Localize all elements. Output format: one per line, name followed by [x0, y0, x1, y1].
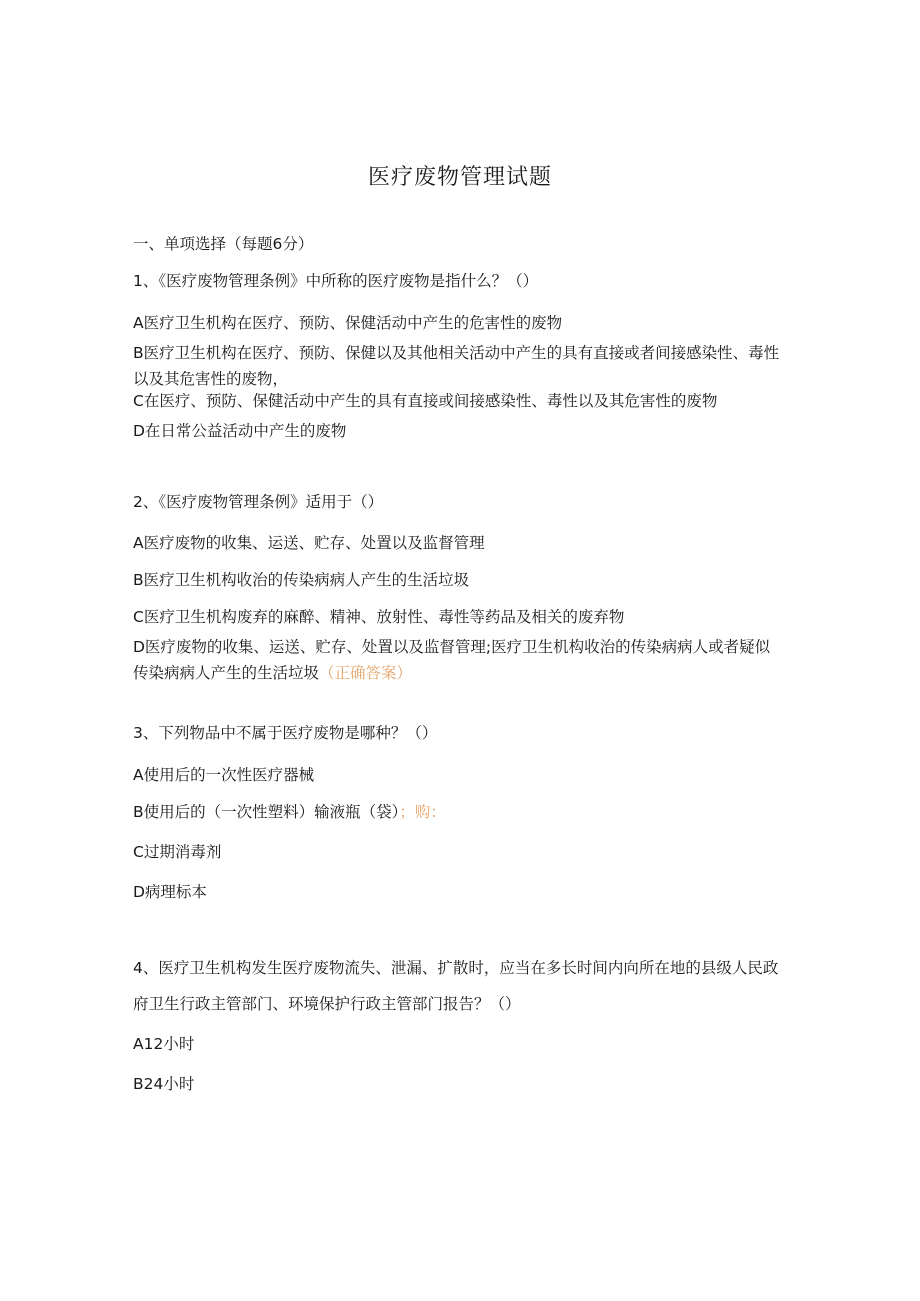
question-4-option-a: A12小时: [133, 1035, 195, 1053]
question-4-stem: 4、医疗卫生机构发生医疗废物流失、泄漏、扩散时，应当在多长时间内向所在地的县级人民政府卫生行政主管部门、环境保护行政主管部门报告？（）: [133, 959, 779, 1013]
question-3-stem: 3、下列物品中不属于医疗废物是哪种？（）: [133, 724, 438, 742]
question-2-stem: 2、《医疗废物管理条例》适用于（）: [133, 493, 384, 511]
question-3-option-d: D病理标本: [133, 883, 207, 901]
question-4-option-b: B24小时: [133, 1075, 195, 1093]
question-3-option-b-text: B使用后的（一次性塑料）输液瓶（袋）: [133, 803, 400, 821]
question-1-option-a: A医疗卫生机构在医疗、预防、保健活动中产生的危害性的废物: [133, 314, 563, 332]
option-b-margin-note: ；购：: [399, 803, 446, 821]
page-title: 医疗废物管理试题: [367, 165, 552, 190]
correct-answer-note: （正确答案）: [319, 664, 413, 682]
question-2-option-d: [133, 634, 783, 686]
question-1-option-b: B医疗卫生机构在医疗、预防、保健以及其他相关活动中产生的具有直接或者间接感染性、毒性以及其危害性的废物，: [133, 344, 780, 388]
question-1-option-c: C在医疗、预防、保健活动中产生的具有直接或间接感染性、毒性以及其危害性的废物: [133, 392, 718, 410]
question-1-stem: 1、《医疗废物管理条例》中所称的医疗废物是指什么？（）: [133, 272, 539, 290]
question-3-option-a: A使用后的一次性医疗器械: [133, 766, 315, 784]
question-2-option-b: B医疗卫生机构收治的传染病病人产生的生活垃圾: [133, 571, 470, 589]
section-heading: 一、单项选择（每题6分）: [133, 235, 314, 253]
question-2-option-d-text: D医疗废物的收集、运送、贮存、处置以及监督管理;医疗卫生机构收治的传染病病人或者疑似传染病病人产生的生活垃圾: [133, 638, 771, 682]
question-3-option-c: C过期消毒剂: [133, 843, 222, 861]
question-1-option-d: D在日常公益活动中产生的废物: [133, 422, 347, 440]
question-3-option-b: [133, 800, 446, 824]
question-2-option-a: A医疗废物的收集、运送、贮存、处置以及监督管理: [133, 534, 485, 552]
question-2-option-c: C医疗卫生机构废弃的麻醉、精神、放射性、毒性等药品及相关的废弃物: [133, 608, 625, 626]
